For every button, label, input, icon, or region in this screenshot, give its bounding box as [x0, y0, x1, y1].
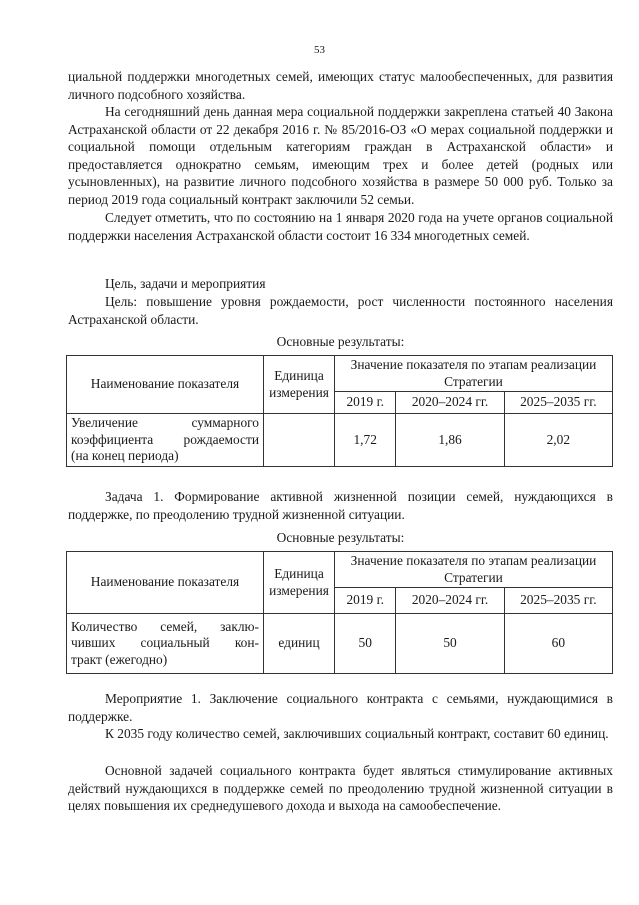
value-2019-cell: 1,72 — [335, 414, 396, 467]
unit-cell: единиц — [264, 614, 335, 674]
value-2020-2024-cell: 1,86 — [396, 414, 504, 467]
paragraph-2035-target: К 2035 году количество семей, заключивших социальный контракт, составит 60 единиц. — [105, 726, 609, 741]
paragraph-intro-continued: циальной поддержки многодетных семей, имеющих статус малообеспеченных, для развития личного подсобного хозяйства. — [68, 69, 613, 102]
unit-cell — [264, 414, 335, 467]
indicator-name-cell — [67, 614, 264, 674]
header-value-by-stage: Значение показателя по этапам реализации Стратегии — [335, 552, 613, 588]
indicator-name-line: Увеличение суммарного — [71, 415, 259, 430]
results-label-1: Основные результаты: — [276, 334, 405, 349]
header-unit: Единица измерения — [264, 552, 335, 614]
indicator-name-line: Количество семей, заклю- — [71, 618, 259, 634]
indicator-name-cell — [67, 414, 264, 467]
header-value-by-stage: Значение показателя по этапам реализации Стратегии — [335, 356, 613, 392]
indicator-name-line: коэффициента рождаемости — [71, 431, 259, 447]
section-heading-goals: Цель, задачи и мероприятия — [105, 276, 266, 291]
value-2019-cell: 50 — [335, 614, 396, 674]
table-row — [67, 414, 613, 467]
page-number: 53 — [314, 44, 325, 56]
indicator-name-line: чивших социальный кон- — [71, 635, 259, 651]
header-years-2025-2035: 2025–2035 гг. — [504, 588, 612, 614]
value-2020-2024-cell: 50 — [396, 614, 504, 674]
header-year-2019: 2019 г. — [335, 392, 396, 414]
value-2025-2035-cell: 2,02 — [504, 414, 612, 467]
header-years-2020-2024: 2020–2024 гг. — [396, 392, 504, 414]
header-years-2020-2024: 2020–2024 гг. — [396, 588, 504, 614]
paragraph-measure-1: Мероприятие 1. Заключение социального контракта с семьями, нуждающимися в поддержке. — [68, 691, 613, 724]
header-year-2019: 2019 г. — [335, 588, 396, 614]
header-indicator-name: Наименование показателя — [67, 552, 264, 614]
paragraph-law: На сегодняшний день данная мера социальной поддержки закреплена статьей 40 Закона Астраханской области от 22 декабря 2016 г. № 85/2016-ОЗ «О мерах социальной поддержки и социальной помощи отдельным категориям граждан в Астраханской области» и предоставляется однократно семьям, имеющим трех и более детей (родных или усыновленных), на развитие личного подсобного хозяйства в размере 50 000 руб. Только за период 2019 года социальный контракт заключили 52 семьи. — [68, 104, 613, 207]
header-unit: Единица измерения — [264, 356, 335, 414]
paragraph-family-count: Следует отметить, что по состоянию на 1 января 2020 года на учете органов социальной поддержки населения Астраханской области состоит 16 334 многодетных семей. — [68, 210, 613, 243]
indicator-name-line: тракт (ежегодно) — [71, 651, 168, 667]
table-row — [67, 614, 613, 674]
paragraph-goal: Цель: повышение уровня рождаемости, рост численности постоянного населения Астраханской области. — [68, 294, 613, 327]
paragraph-main-task: Основной задачей социального контракта будет являться стимулирование активных действий нуждающихся в поддержке семей по преодолению трудной жизненной ситуации в целях повышения их среднедушевого дохода и выхода на самообеспечение. — [68, 763, 613, 813]
results-table-1 — [66, 355, 613, 467]
value-2025-2035-cell: 60 — [504, 614, 612, 674]
indicator-name-line: (на конец периода) — [71, 448, 179, 463]
results-label-2: Основные результаты: — [276, 530, 405, 545]
paragraph-task-1: Задача 1. Формирование активной жизненной позиции семей, нуждающихся в поддержке, по преодолению трудной жизненной ситуации. — [68, 489, 613, 522]
header-indicator-name: Наименование показателя — [67, 356, 264, 414]
results-table-2 — [66, 551, 613, 674]
header-years-2025-2035: 2025–2035 гг. — [504, 392, 612, 414]
